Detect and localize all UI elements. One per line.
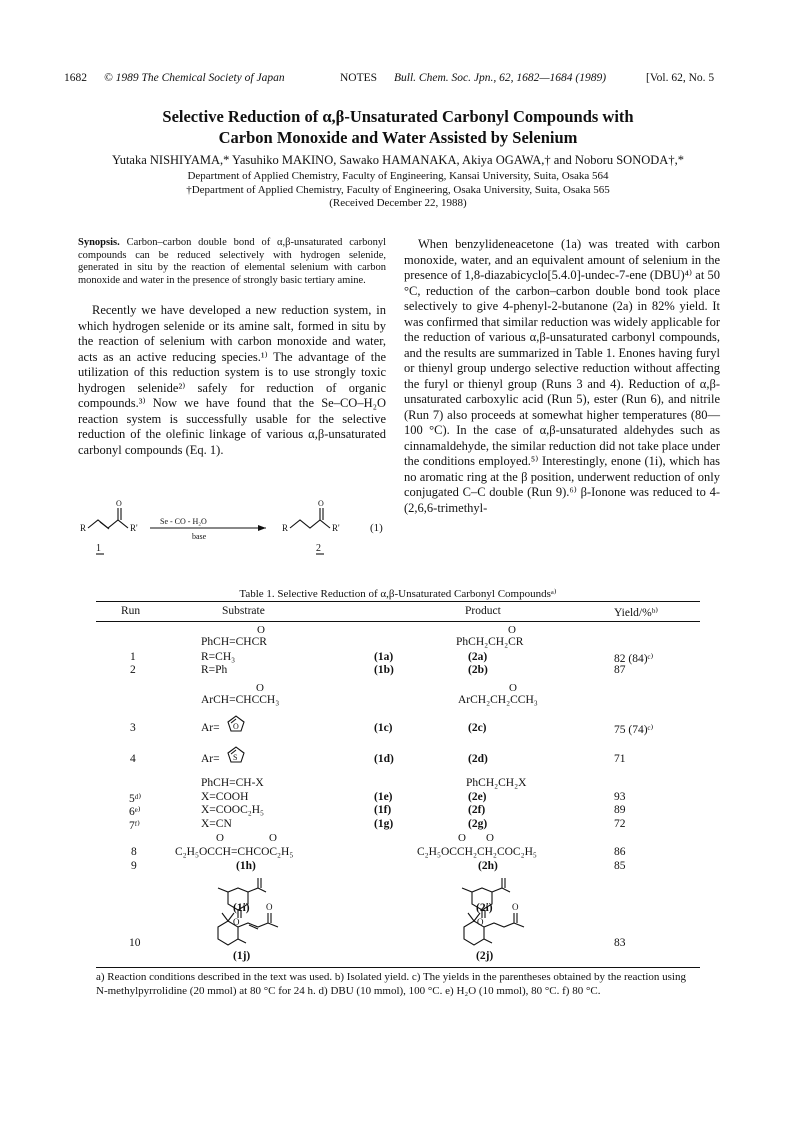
copyright: © 1989 The Chemical Society of Japan — [104, 72, 285, 84]
r1-substrate: R=CH₃ — [201, 651, 236, 663]
col-header-product: Product — [465, 605, 501, 617]
r1-sub-label: (1a) — [374, 651, 394, 663]
col-header-yield: Yield/%ᵇ⁾ — [614, 607, 659, 619]
r10-sub-oxygen: O — [266, 902, 273, 912]
r2-substrate: R=Ph — [201, 664, 228, 676]
title-line-1: Selective Reduction of α,β-Unsaturated Carbonyl Compounds with — [162, 107, 634, 126]
r9-yield: 85 — [614, 860, 626, 872]
r4-substrate: Ar= — [201, 753, 220, 765]
pr-carbonyl — [320, 508, 323, 520]
r1-prod-label: (2a) — [468, 651, 488, 663]
r3-substrate: Ar= — [201, 722, 220, 734]
article-title — [64, 106, 732, 148]
r6-prod-label: (2f) — [468, 804, 486, 816]
r5-sub-label: (1e) — [374, 791, 393, 803]
r9-sub-label: (1i) — [233, 902, 250, 914]
g2-product: ArCH₂CH₂CCH₃ — [458, 694, 538, 706]
r9-prod-oxygen: O — [477, 917, 484, 927]
running-header — [64, 72, 732, 90]
r3-yield: 75 (74)ᶜ⁾ — [614, 724, 654, 736]
right-column — [404, 237, 720, 516]
table-footnotes: a) Reaction conditions described in the text was used. b) Isolated yield. c) The yields in the parentheses obtained by the reaction using N-methylpyrrolidine (20 mmol) at 80 °C for 24 h. d) DBU (10 mmol), 100 °C. e) H₂O (10 mmol), 80 °C. f) 80 °C. — [96, 971, 686, 997]
pr-number: 2 — [316, 543, 321, 554]
title-line-2: Carbon Monoxide and Water Assisted by Selenium — [218, 128, 578, 147]
table-bottom-rule — [96, 967, 700, 968]
r8-prod-oxygen-2: O — [486, 832, 494, 844]
r5-prod-label: (2e) — [468, 791, 487, 803]
g1-product: PhCH₂CH₂CR — [456, 636, 524, 648]
r10-prod-label: (2j) — [476, 950, 494, 962]
synopsis-text: Carbon–carbon double bond of α,β-unsaturated carbonyl compounds can be reduced selectively with hydrogen selenide, generated in situ by the reaction of elemental selenium with carbon monoxide and water in the presence of strongly basic tertiary amine. — [78, 237, 387, 286]
r3-prod-label: (2c) — [468, 722, 487, 734]
furyl-ring-icon — [224, 712, 248, 734]
sm-r-label: R — [80, 523, 87, 533]
thienyl-ring-icon — [224, 743, 248, 765]
r9-sub-oxygen: O — [233, 917, 240, 927]
pr-o-label: O — [318, 499, 324, 508]
r10-yield: 83 — [614, 937, 626, 949]
r6-sub-label: (1f) — [374, 804, 392, 816]
r8-sub-oxygen-2: O — [269, 832, 277, 844]
r5-yield: 93 — [614, 791, 626, 803]
r8-product: C₂H₅OCCH₂CH₂COC₂H₅ — [417, 846, 537, 858]
r5-substrate: X=COOH — [201, 791, 249, 803]
run-1: 1 — [130, 651, 136, 663]
r4-yield: 71 — [614, 753, 626, 765]
sm-carbonyl — [118, 508, 121, 520]
r6-yield: 89 — [614, 804, 626, 816]
affiliations — [64, 170, 732, 211]
sm-r2-label: R' — [130, 523, 138, 533]
section-label: NOTES — [340, 72, 378, 84]
equation-scheme — [78, 496, 386, 566]
g2-substrate: ArCH=CHCCH₃ — [201, 694, 280, 706]
r8-sub-label: (1h) — [236, 860, 256, 872]
run-2: 2 — [130, 664, 136, 676]
r7-yield: 72 — [614, 818, 626, 830]
affiliation-1: Department of Applied Chemistry, Faculty of Engineering, Kansai University, Suita, Osaka 564 — [187, 170, 609, 182]
condition-label: base — [192, 532, 207, 541]
col-header-run: Run — [121, 605, 141, 617]
r2-yield: 87 — [614, 664, 626, 676]
volume-info: [Vol. 62, No. 5 — [646, 72, 715, 84]
g1-prod-oxygen: O — [508, 624, 516, 636]
affiliation-2: †Department of Applied Chemistry, Faculty of Engineering, Osaka University, Suita, Osaka 565 — [186, 183, 610, 196]
r4-prod-label: (2d) — [468, 753, 488, 765]
equation-number: (1) — [370, 522, 383, 534]
r9-prod-label: (2i) — [476, 902, 493, 914]
r6-substrate: X=COOC₂H₅ — [201, 804, 265, 816]
run-8: 8 — [131, 846, 137, 858]
r8-sub-oxygen-1: O — [216, 832, 224, 844]
r7-substrate: X=CN — [201, 818, 232, 830]
g3-substrate: PhCH=CH-X — [201, 777, 264, 789]
g1-sub-oxygen: O — [257, 624, 265, 636]
r7-prod-label: (2g) — [468, 818, 488, 830]
r8-substrate: C₂H₅OCCH=CHCOC₂H₅ — [175, 846, 294, 858]
table-top-rule — [96, 601, 700, 602]
r4-sub-label: (1d) — [374, 753, 394, 765]
table-caption: Table 1. Selective Reduction of α,β-Unsaturated Carbonyl Compoundsᵃ⁾ — [239, 588, 557, 600]
table-header-rule — [96, 621, 700, 622]
received-date: (Received December 22, 1988) — [329, 197, 467, 209]
r8-yield: 86 — [614, 846, 626, 858]
run-3: 3 — [130, 722, 136, 734]
synopsis-label: Synopsis. — [78, 237, 120, 248]
furyl-heteroatom: O — [233, 722, 239, 731]
run-10: 10 — [129, 937, 141, 949]
author-list: Yutaka NISHIYAMA,* Yasuhiko MAKINO, Sawako HAMANAKA, Akiya OGAWA,† and Noboru SONODA†,* — [112, 153, 684, 167]
reagents-label: Se - CO - H₂O — [160, 517, 207, 526]
col-header-substrate: Substrate — [222, 605, 265, 617]
r2-prod-label: (2b) — [468, 664, 488, 676]
g1-substrate: PhCH=CHCR — [201, 636, 267, 648]
r7-sub-label: (1g) — [374, 818, 394, 830]
run-7: 7ᶠ⁾ — [129, 820, 140, 832]
page-number: 1682 — [64, 72, 87, 84]
thienyl-heteroatom: S — [233, 753, 238, 762]
journal-citation: Bull. Chem. Soc. Jpn., 62, 1682—1684 (1989) — [394, 72, 607, 84]
run-4: 4 — [130, 753, 136, 765]
r10-sub-label: (1j) — [233, 950, 251, 962]
run-5: 5ᵈ⁾ — [129, 793, 142, 805]
r1-yield: 82 (84)ᶜ⁾ — [614, 653, 654, 665]
r10-prod-oxygen: O — [512, 902, 519, 912]
g2-prod-oxygen: O — [509, 682, 517, 694]
sm-chain — [88, 520, 128, 528]
r8-prod-oxygen-1: O — [458, 832, 466, 844]
r8-prod-label: (2h) — [478, 860, 498, 872]
pr-r2-label: R' — [332, 523, 340, 533]
pr-r-label: R — [282, 523, 289, 533]
pr-chain — [290, 520, 330, 528]
g2-sub-oxygen: O — [256, 682, 264, 694]
equation-1 — [78, 496, 386, 566]
r2-sub-label: (1b) — [374, 664, 394, 676]
sm-o-label: O — [116, 499, 122, 508]
g3-product: PhCH₂CH₂X — [466, 777, 527, 789]
paragraph-results: When benzylideneacetone (1a) was treated with carbon monoxide, water, and an equivalent amount of selenium in the presence of 1,8-diazabicyclo[5.4.0]-undec-7-ene (DBU)⁴⁾ at 50 °C, reduction of the carbon–carbon double bond took place selectively to give 4-phenyl-2-butanone (2a) in 82% yield. It was confirmed that similar reduction was widely applicable for the reduction of various α,β-unsaturated carbonyl compounds, and the results are summarized in Table 1. Enones having furyl or thienyl group undergo selective reduction without affecting the furyl or thienyl group (Runs 3 and 4). Reduction of α,β-unsaturated carboxylic acid (Run 5), ester (Run 6), and nitrile (Run 7) also proceeds at somewhat higher temperatures (80—100 °C). In the case of α,β-unsaturated aldehydes such as cinnamaldehyde, the similar reduction did not take place under the conditions employed.⁵⁾ Interestingly, enone (1i), which has no aromatic ring at the β position, underwent reduction of only conjugated C–C double (Run 9).⁶⁾ β-Ionone was reduced to 4-(2,6,6-trimethyl- — [404, 237, 720, 515]
synopsis — [78, 237, 386, 287]
paragraph-intro: Recently we have developed a new reduction system, in which hydrogen selenide or its amine salt, formed in situ by the reaction of selenium with carbon monoxide and water, acts as an active reducing species.¹⁾ The advantage of the utilization of this reduction system is to use strongly toxic hydrogen selenide²⁾ safely for reduction of organic compounds.³⁾ Now we have found that the Se–CO–H₂O reaction system is successfully usable for the selective reduction of the olefinic linkage of various α,β-unsaturated carbonyl compounds (Eq. 1). — [78, 303, 386, 457]
run-9: 9 — [131, 860, 137, 872]
left-column — [78, 237, 386, 458]
r3-sub-label: (1c) — [374, 722, 393, 734]
run-6: 6ᵉ⁾ — [129, 806, 141, 818]
sm-number: 1 — [96, 543, 101, 554]
